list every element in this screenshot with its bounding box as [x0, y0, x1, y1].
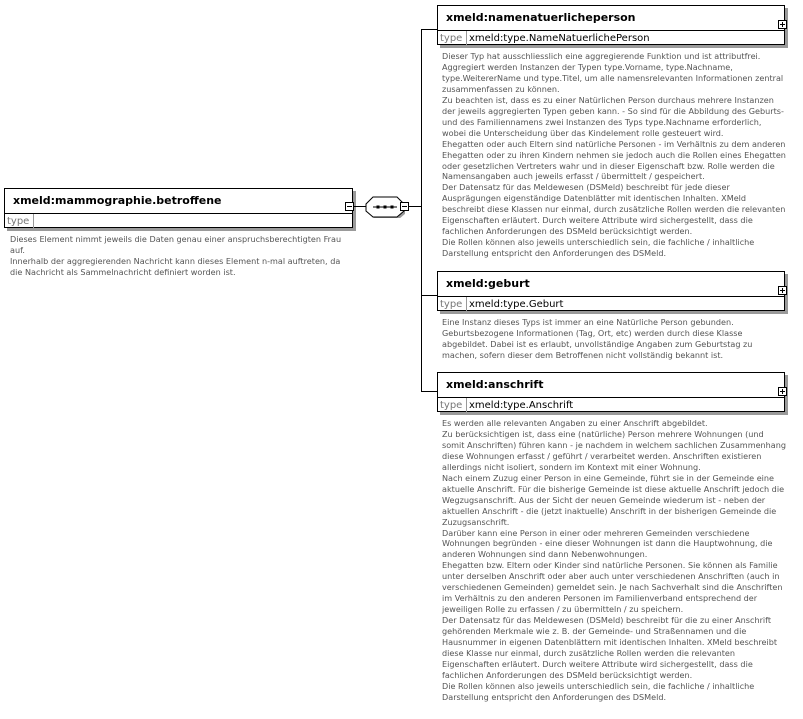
element-name: xmeld:geburt — [438, 272, 784, 297]
type-row — [438, 297, 784, 312]
sequence-collapse-icon[interactable] — [400, 202, 409, 211]
type-value: xmeld:type.NameNatuerlichePerson — [469, 33, 650, 44]
expand-plus-icon[interactable] — [778, 387, 787, 396]
type-label: type — [438, 31, 467, 46]
root-element-box[interactable] — [4, 188, 353, 228]
root-documentation: Dieses Element nimmt jeweils die Daten genau einer anspruchsberechtigten Frau auf. Innerhalb der aggregierenden Nachricht kann dieses Element n-mal auftreten, da die Nachricht als Sammelnachricht definiert worden ist. — [10, 234, 342, 277]
expand-plus-icon[interactable] — [778, 20, 787, 29]
sequence-compositor-icon[interactable] — [365, 196, 405, 218]
expand-plus-icon[interactable] — [778, 286, 787, 295]
type-value: xmeld:type.Geburt — [469, 299, 564, 310]
root-element-name: xmeld:mammographie.betroffene — [5, 189, 352, 214]
element-documentation: Eine Instanz dieses Typs ist immer an eine Natürliche Person gebunden. Geburtsbezogene Informationen (Tag, Ort, etc) werden durch diese Klasse abgebildet. Dabei ist es erlaubt, unvollständige Angaben zum Geburtstag zu machen, sofern dieser dem Betroffenen nicht vollständig bekannt ist. — [442, 317, 753, 360]
element-box-geburt[interactable] — [437, 271, 785, 311]
type-label: type — [438, 297, 467, 312]
connector-vertical-bus — [421, 29, 422, 392]
element-name: xmeld:namenatuerlicheperson — [438, 6, 784, 31]
element-documentation: Dieser Typ hat ausschliesslich eine aggregierende Funktion und ist attributfrei. Aggregiert werden Instanzen der Typen type.Vorname, type.Nachname, type.WeitererName und type.Titel, um alle namensrelevanten Informationen zentral zusammenfassen zu können. Zu beachten ist, dass es zu einer Natürlichen Person durchaus mehrere Instanzen der jeweils aggregierten Typen geben kann. - So sind für die Abbildung des Geburts- und des Familiennamens zwei Instanzen des Typs type.Nachname erforderlich, wobei die Unterscheidung über das Kindelement rolle gesteuert wird. Ehegatten oder auch Eltern sind natürliche Personen - im Verhältnis zu dem anderen Ehegatten oder zu ihren Kindern nehmen sie jedoch auch die Rollen eines Ehegatten oder gesetzlichen Vertreters wahr und in dieser Eigenschaft bzw. Rolle werden die Namensangaben auch jeweils erfasst / übermittelt / gespeichert. Der Datensatz für das Meldewesen (DSMeld) beschreibt für jede dieser Ausprägungen eigenständige Datenblätter mit identischen Inhalten. XMeld beschreibt diese Klassen nur einmal, durch zusätzliche Rollen werden die relevanten Eigenschaften erläutert. Durch weitere Attribute wird sichergestellt, dass die fachlichen Anforderungen des DSMeld berücksichtigt werden. Die Rollen können also jeweils unterschiedlich sein, die fachliche / inhaltliche Darstellung entspricht den Anforderungen des DSMeld. — [442, 51, 786, 259]
root-collapse-icon[interactable] — [345, 202, 354, 211]
type-row — [438, 31, 784, 46]
connector-child-1 — [421, 29, 437, 30]
element-name: xmeld:anschrift — [438, 373, 784, 398]
type-value: xmeld:type.Anschrift — [469, 400, 574, 411]
element-box-namenatuerlicheperson[interactable] — [437, 5, 785, 45]
root-type-value — [34, 214, 36, 229]
type-row — [438, 398, 784, 413]
root-type-label: type — [5, 214, 34, 229]
element-documentation: Es werden alle relevanten Angaben zu einer Anschrift abgebildet. Zu berücksichtigen ist, dass eine (natürliche) Person mehrere Wohnungen (und somit Anschriften) führen kann - je nachdem in welchem sachlichen Zusammenhang diese Wohnungen erfasst / geführt / verarbeitet werden. Anschriften existieren allerdings nicht isoliert, sondern im Kontext mit einer Wohnung. Nach einem Zuzug einer Person in eine Gemeinde, führt sie in der Gemeinde eine aktuelle Anschrift. Für die bisherige Gemeinde ist diese aktuelle Anschrift jedoch die Wegzugsanschrift. Aus der Sicht der neuen Gemeinde wiederum ist - neben der aktuellen Anschrift - die (jetzt inaktuelle) Anschrift in der bisherigen Gemeinde die Zuzugsanschrift. Darüber kann eine Person in einer oder mehreren Gemeinden verschiedene Wohnungen begründen - eine dieser Wohnungen ist dann die Hauptwohnung, die anderen Wohnungen sind dann Nebenwohnungen. Ehegatten bzw. Eltern oder Kinder sind natürliche Personen. Sie können als Familie unter derselben Anschrift oder aber auch unter verschiedenen Anschriften (auch in verschiedenen Gemeinden) gemeldet sein. Je nach Sachverhalt sind die Anschriften im Verhältnis zu den anderen Personen im Familienverband entsprechend der jeweiligen Rolle zu erfassen / zu übermitteln / zu speichern. Der Datensatz für das Meldewesen (DSMeld) beschreibt für die zu einer Anschrift gehörenden Merkmale wie z. B. der Gemeinde- und Straßennamen und die Hausnummer in eigenen Datenblättern mit identischen Inhalten. XMeld beschreibt diese Klasse nur einmal, durch zusätzliche Rollen werden die relevanten Eigenschaften erläutert. Durch weitere Attribute wird sichergestellt, dass die fachlichen Anforderungen des DSMeld berücksichtigt werden. Die Rollen können also jeweils unterschiedlich sein, die fachliche / inhaltliche Darstellung entspricht den Anforderungen des DSMeld. — [442, 418, 787, 702]
type-label: type — [438, 398, 467, 413]
root-type-row — [5, 214, 352, 229]
connector-child-2 — [421, 295, 437, 296]
element-box-anschrift[interactable] — [437, 372, 785, 412]
connector-child-3 — [421, 391, 437, 392]
